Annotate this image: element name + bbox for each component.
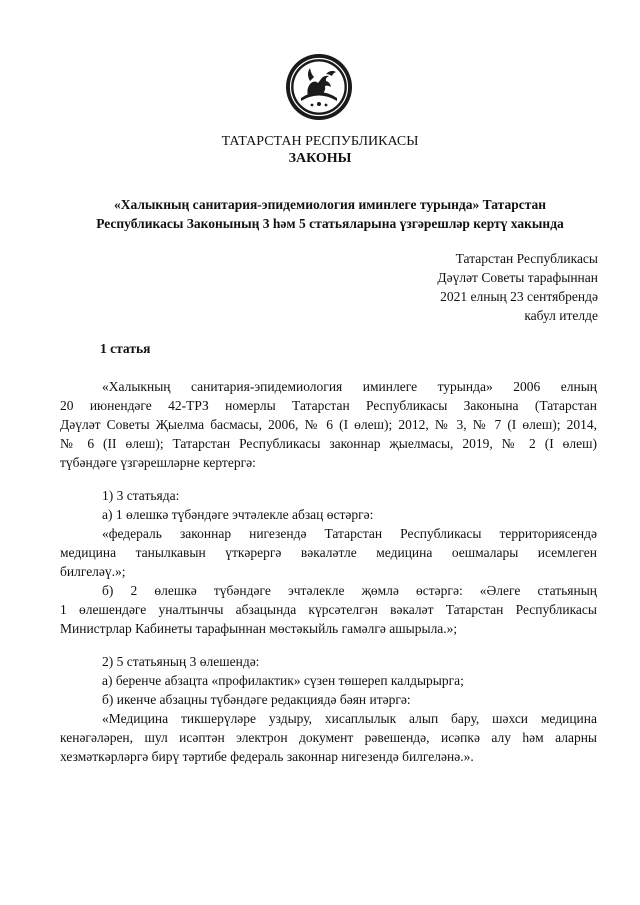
paragraph-line: «Медицина тикшерүләре уздыру, хисаплылык алып бару, шәхси медицина: [102, 711, 597, 726]
header-republic: ТАТАРСТАН РЕСПУБЛИКАСЫ: [221, 134, 419, 149]
paragraph-line: түбәндәге үзгәрешләрне кертергә:: [60, 455, 256, 470]
paragraph-line: «Халыкның санитария-эпидемиология иминлеге турында» 2006 елның: [102, 379, 597, 394]
paragraph-line: 1 өлешендәге уналтынчы абзацында күрсәтелгән вәкаләт Татарстан Республикасы: [60, 602, 597, 617]
adoption-line-2: Дәүләт Советы тарафыннан: [437, 270, 598, 285]
paragraph-line: 20 июнендәге 42-ТРЗ номерлы Татарстан Республикасы Законына (Татарстан: [60, 398, 597, 413]
item-2-a: а) беренче абзацта «профилактик» сүзен төшереп калдырырга;: [102, 673, 464, 688]
article-heading: 1 статья: [100, 341, 151, 356]
item-1-heading: 1) 3 статьяда:: [102, 488, 180, 503]
paragraph-line: кенәгәләрен, шул исәптән электрон документ рәвешендә, исәпкә алу һәм аларны: [60, 730, 597, 745]
paragraph-line: билгеләү.»;: [60, 564, 126, 579]
adoption-line-3: 2021 елның 23 сентябрендә: [440, 289, 598, 304]
tatarstan-emblem: [284, 52, 354, 122]
adoption-line-4: кабул ителде: [524, 308, 598, 323]
paragraph-line: хезмәткәрләргә бирү тәртибе федераль законнар нигезендә билгеләнә.».: [60, 749, 474, 764]
paragraph-line: медицина танылкавын үткәрергә вәкаләтле медицина оешмалары исемлеген: [60, 545, 597, 560]
item-2-heading: 2) 5 статьяның 3 өлешендә:: [102, 654, 260, 669]
item-2-b: б) икенче абзацны түбәндәге редакциядә бәян итәргә:: [102, 692, 411, 707]
law-title-line-2: Республикасы Законының 3 һәм 5 статьяларына үзгәрешләр кертү хакында: [96, 216, 564, 231]
paragraph-line: Дәүләт Советы Җыелма басмасы, 2006, № 6 (I өлеш); 2012, № 3, № 7 (I өлеш); 2014,: [60, 417, 597, 432]
paragraph-line: Министрлар Кабинеты тарафыннан мөстәкыйль гамәлгә ашырыла.»;: [60, 621, 458, 636]
item-1-a: а) 1 өлешкә түбәндәге эчтәлекле абзац өстәргә:: [102, 507, 374, 522]
adoption-line-1: Татарстан Республикасы: [455, 251, 598, 266]
header-law: ЗАКОНЫ: [288, 151, 352, 166]
paragraph-line: б) 2 өлешкә түбәндәге эчтәлекле җөмлә өстәргә: «Әлеге статьяның: [102, 583, 597, 598]
law-title-line-1: «Халыкның санитария-эпидемиология иминлеге турында» Татарстан: [113, 197, 547, 212]
paragraph-line: «федераль законнар нигезендә Татарстан Республикасы территориясендә: [102, 526, 597, 541]
paragraph-line: № 6 (II өлеш); Татарстан Республикасы законнар җыелмасы, 2019, № 2 (I өлеш): [60, 436, 597, 451]
